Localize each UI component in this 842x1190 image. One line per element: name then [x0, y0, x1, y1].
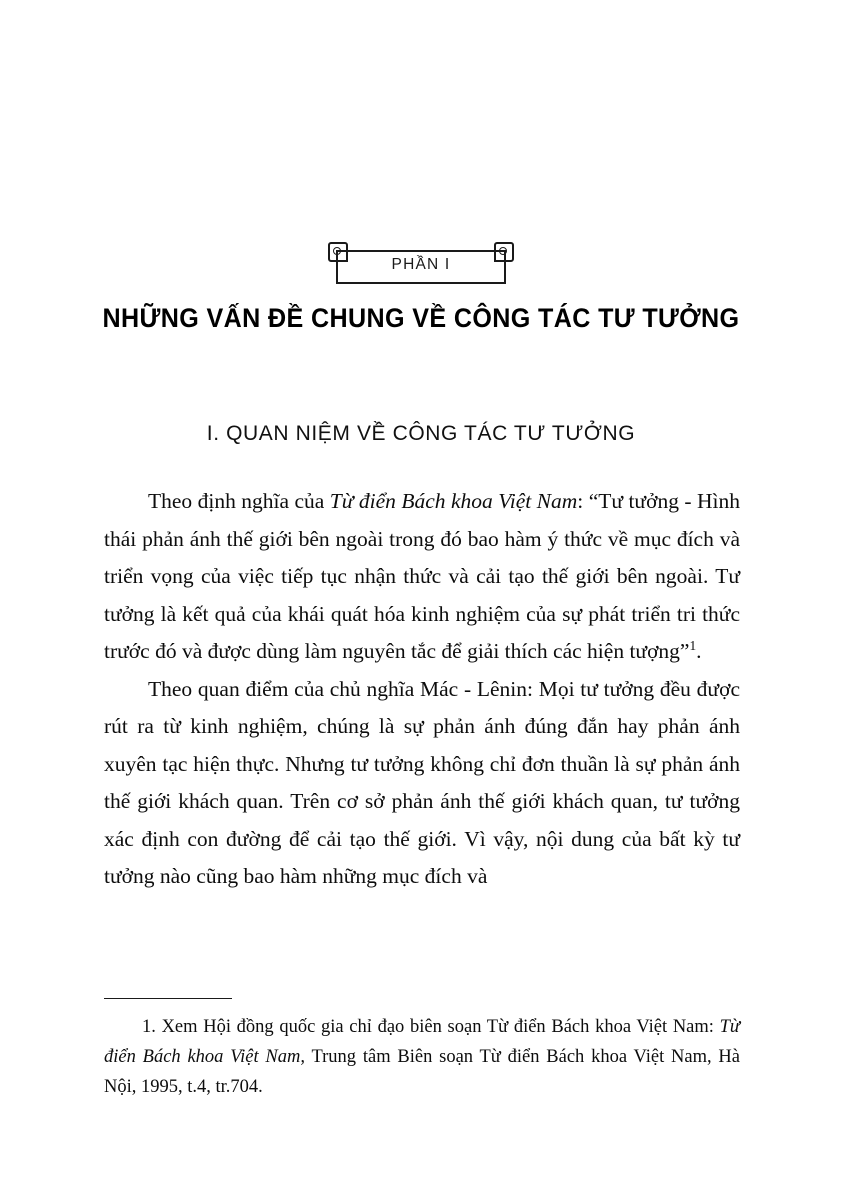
section-heading: I. QUAN NIỆM VỀ CÔNG TÁC TƯ TƯỞNG — [206, 422, 636, 445]
body-text — [104, 483, 740, 896]
paragraph-1: Theo định nghĩa của Từ điển Bách khoa Việt Nam: “Tư tưởng - Hình thái phản ánh thế giới bên ngoài trong đó bao hàm ý thức về mục đích và triển vọng của việc tiếp tục nhận thức và cải tạo thế giới bên ngoài. Tư tưởng là kết quả của khái quát hóa kinh nghiệm của sự phát triển tri thức trước đó và được dùng làm nguyên tắc để giải thích các hiện tượng”$^1$. — [104, 489, 740, 663]
banner-frame-bottom — [336, 282, 506, 284]
footnote — [104, 1012, 740, 1102]
footnote-text: 1. Xem Hội đồng quốc gia chỉ đạo biên soạn Từ điển Bách khoa Việt Nam: Từ điển Bách khoa Việt Nam, Trung tâm Biên soạn Từ điển Bách khoa Việt Nam, Hà Nội, 1995, t.4, tr.704. — [104, 1017, 740, 1097]
paragraph-2: Theo quan điểm của chủ nghĩa Mác - Lênin: Mọi tư tưởng đều được rút ra từ kinh nghiệm, chúng là sự phản ánh đúng đắn hay phản ánh xuyên tạc hiện thực. Nhưng tư tưởng không chỉ đơn thuần là sự phản ánh thế giới khách quan. Trên cơ sở phản ánh thế giới khách quan, tư tưởng xác định con đường để cải tạo thế giới. Vì vậy, nội dung của bất kỳ tư tưởng nào cũng bao hàm những mục đích và — [104, 676, 740, 888]
banner-frame-top — [336, 250, 506, 252]
part-title: NHỮNG VẤN ĐỀ CHUNG VỀ CÔNG TÁC TƯ TƯỞNG — [102, 303, 740, 333]
part-banner-container — [0, 242, 842, 290]
footnote-separator — [104, 998, 232, 999]
part-label: PHẦN I — [391, 256, 451, 273]
part-banner — [328, 242, 514, 290]
